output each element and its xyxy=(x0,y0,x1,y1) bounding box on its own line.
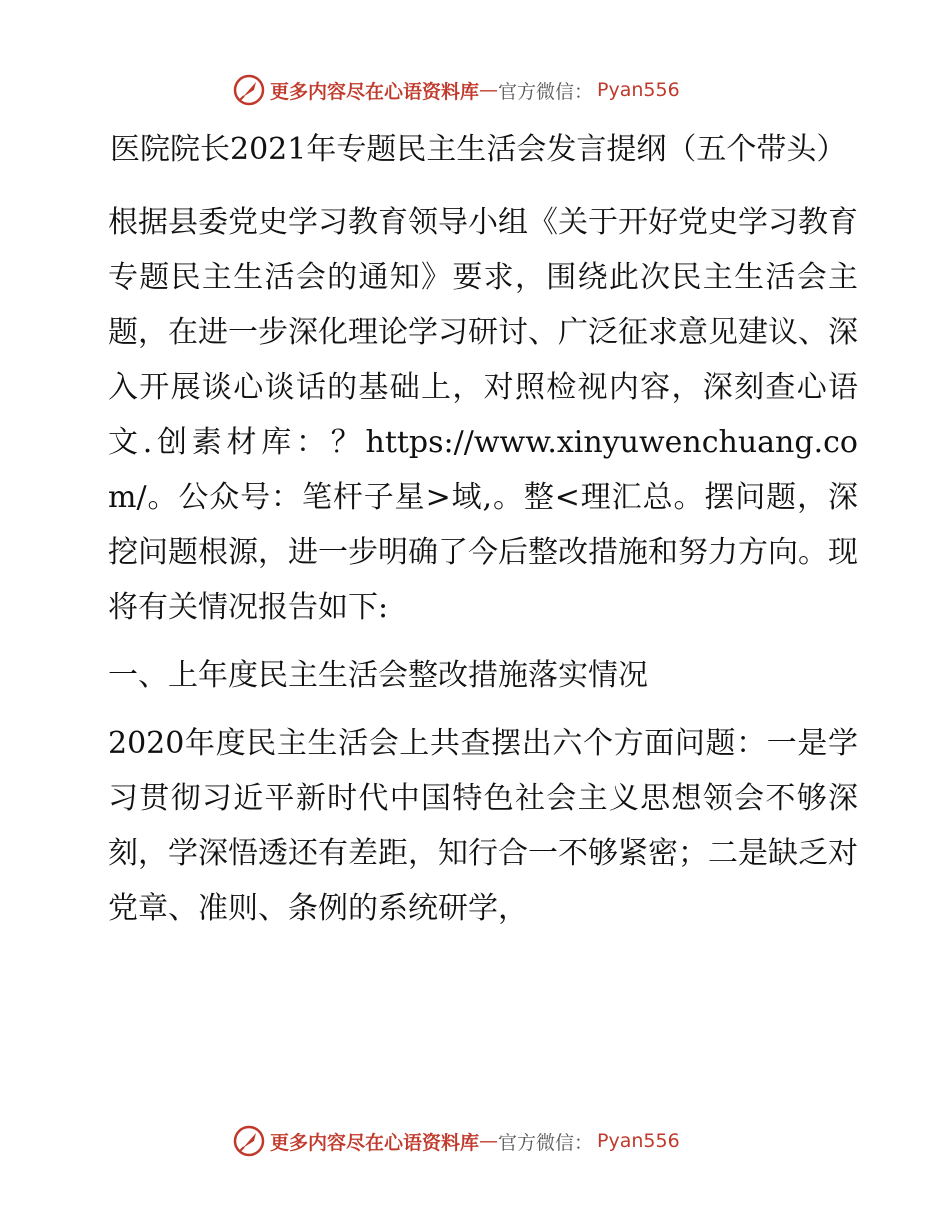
quill-logo-icon xyxy=(232,73,266,107)
watermark-label: 官方微信： xyxy=(498,80,594,103)
document-body xyxy=(98,122,858,936)
section-heading: 一、上年度民主生活会整改措施落实情况 xyxy=(108,658,648,693)
quill-logo-icon xyxy=(232,1124,266,1158)
intro-paragraph: 根据县委党史学习教育领导小组《关于开好党史学习教育专题民主生活会的通知》要求，围绕此次民主生活会主题，在进一步深化理论学习研讨、广泛征求意见建议、深入开展谈心谈话的基础上，对照检视内容，深刻查心语文.创素材库：？https://www.xinyuwenchuang.com/。公众号：笔杆子星>域,。整<理汇总。摆问题，深挖问题根源，进一步明确了今后整改措施和努力方向。现将有关情况报告如下: xyxy=(108,205,858,625)
document-title: 医院院长2021年专题民主生活会发言提纲（五个带头） xyxy=(110,132,847,167)
watermark-dash: — xyxy=(479,79,499,101)
footer-watermark xyxy=(232,1121,680,1161)
watermark-label: 官方微信： xyxy=(498,1131,594,1154)
body-paragraph: 2020年度民主生活会上共查摆出六个方面问题：一是学习贯彻习近平新时代中国特色社会主义思想领会不够深刻，学深悟透还有差距，知行合一不够紧密；二是缺乏对党章、准则、条例的系统研学， xyxy=(108,726,858,926)
watermark-dash: — xyxy=(479,1130,499,1152)
watermark-wechat-id: Pyan556 xyxy=(597,79,680,101)
header-watermark xyxy=(232,70,680,110)
watermark-wechat-id: Pyan556 xyxy=(597,1130,680,1152)
watermark-site-name: 更多内容尽在心语资料库 xyxy=(270,80,480,103)
watermark-site-name: 更多内容尽在心语资料库 xyxy=(270,1131,480,1154)
